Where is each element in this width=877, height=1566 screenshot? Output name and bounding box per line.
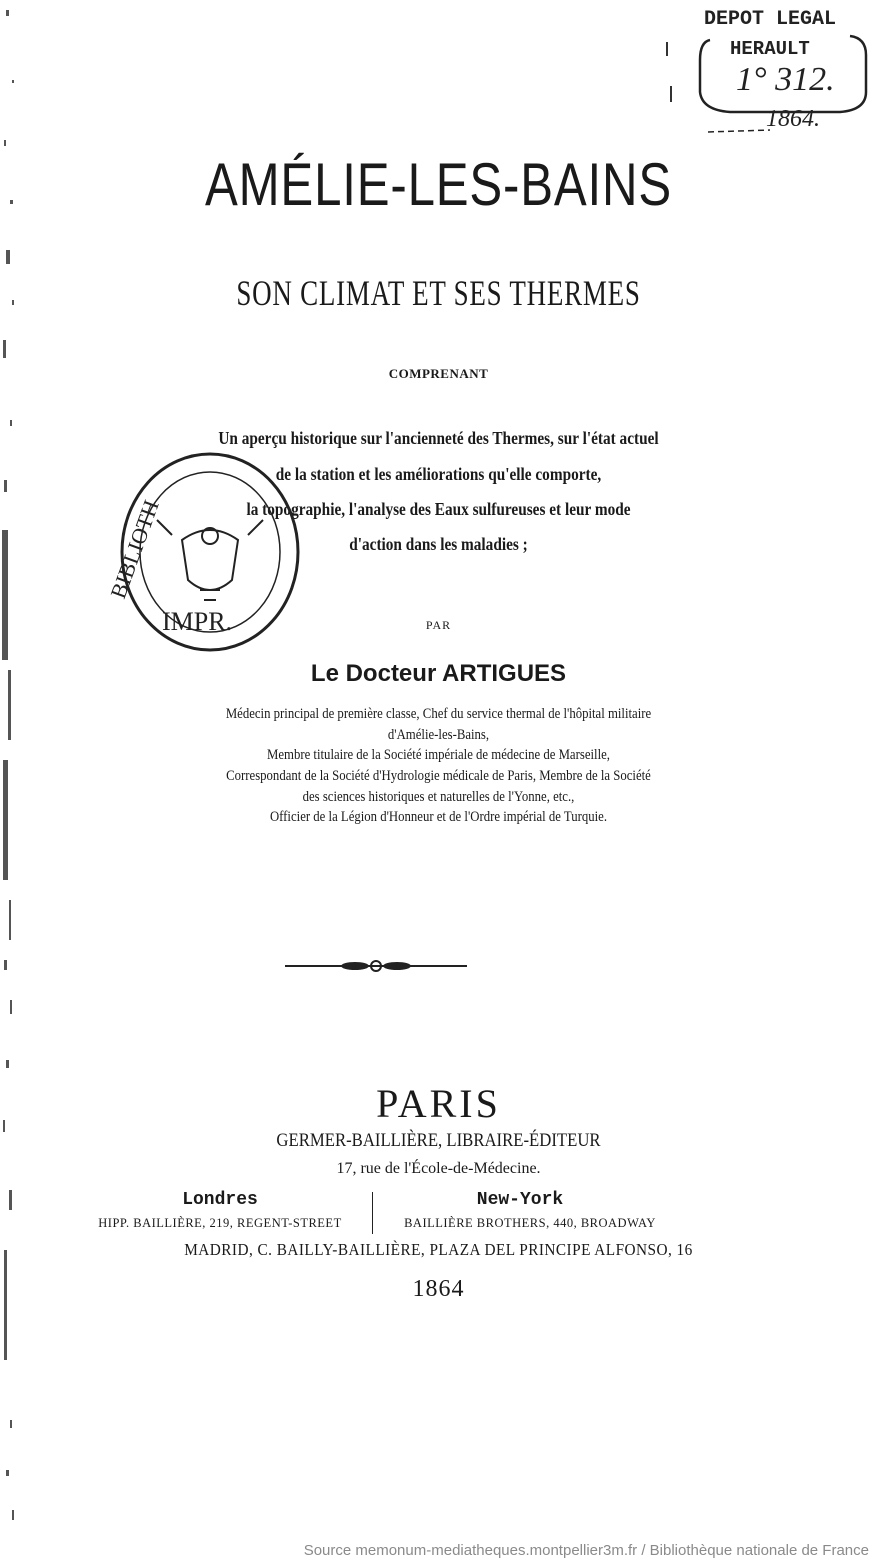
credential-line: Correspondant de la Société d'Hydrologie médicale de Paris, Membre de la Société [226,768,651,784]
publisher-name: GERMER-BAILLIÈRE, LIBRAIRE-ÉDITEUR [276,1130,601,1151]
ornamental-divider [285,958,467,974]
margin-mark [670,86,672,102]
source-credit: Source memonum-mediatheques.montpellier3m.fr / Bibliothèque nationale de France [303,1542,869,1559]
svg-text:DEPOT LEGAL: DEPOT LEGAL [704,8,837,31]
comprenant-label: COMPRENANT [388,366,489,381]
svg-text:1864.: 1864. [766,106,820,132]
svg-text:1° 312.: 1° 312. [736,61,835,98]
branch-city-london: Londres [182,1190,258,1210]
depot-legal-stamp [690,0,877,140]
credential-line: Membre titulaire de la Société impériale de médecine de Marseille, [267,747,610,763]
description-line: Un aperçu historique sur l'ancienneté des Thermes, sur l'état actuel [218,428,659,448]
svg-text:HERAULT: HERAULT [730,38,810,60]
branch-agent-newyork: BAILLIÈRE BROTHERS, 440, BROADWAY [404,1216,656,1230]
description-line: d'action dans les maladies ; [349,534,528,554]
description-line: la topographie, l'analyse des Eaux sulfureuses et leur mode [246,499,631,519]
publication-year: 1864 [412,1276,465,1302]
madrid-branch: MADRID, C. BAILLY-BAILLIÈRE, PLAZA DEL PRINCIPE ALFONSO, 16 [184,1240,693,1259]
branch-agent-london: HIPP. BAILLIÈRE, 219, REGENT-STREET [98,1216,342,1230]
author-name: Le Docteur ARTIGUES [310,660,567,687]
book-title: AMÉLIE-LES-BAINS [204,151,672,218]
svg-text:BIBLIOTH: BIBLIOTH [105,496,164,602]
description-line: de la station et les améliorations qu'elle comporte, [275,464,602,484]
branch-city-newyork: New-York [476,1190,564,1210]
book-subtitle: SON CLIMAT ET SES THERMES [236,273,641,313]
credential-line: d'Amélie-les-Bains, [387,727,490,743]
publisher-address: 17, rue de l'École-de-Médecine. [336,1160,541,1177]
left-margin-noise [0,0,24,1566]
imprint-city: PARIS [376,1081,501,1126]
margin-mark [666,42,668,56]
branch-separator [372,1192,373,1234]
credential-line: Officier de la Légion d'Honneur et de l'Ordre impérial de Turquie. [269,809,608,825]
credential-line: des sciences historiques et naturelles de l'Yonne, etc., [302,789,575,805]
par-label: PAR [425,618,452,632]
svg-text:IMPR.: IMPR. [162,607,233,636]
credential-line: Médecin principal de première classe, Chef du service thermal de l'hôpital militaire [225,706,652,722]
